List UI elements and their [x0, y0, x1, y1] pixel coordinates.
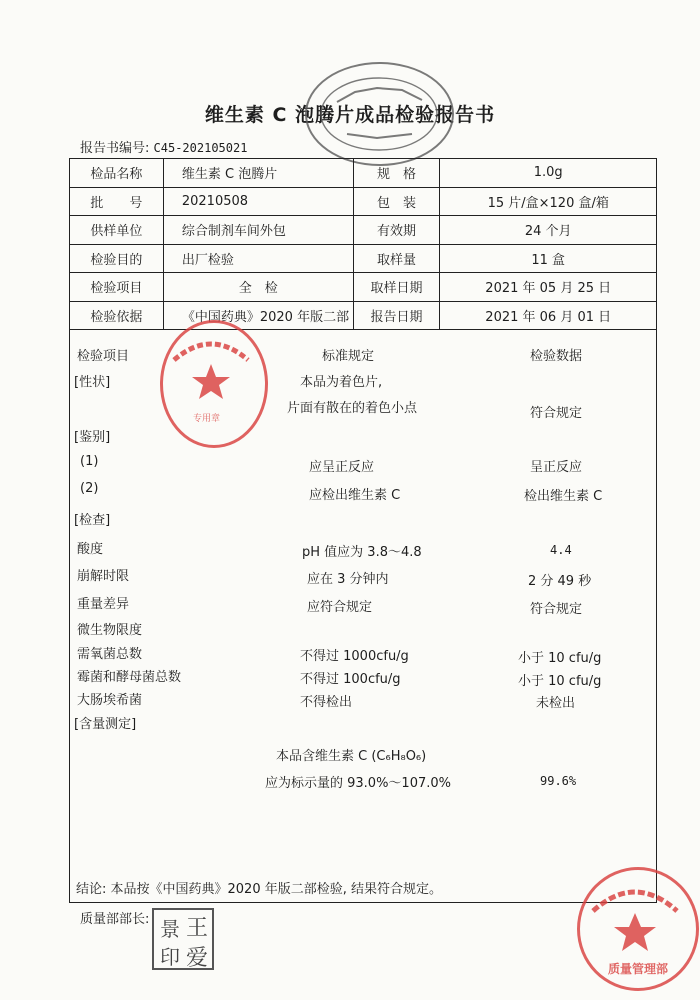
micro-standard-mold: 不得过 100cfu/g	[300, 672, 401, 687]
value-product-name: 维生素 C 泡腾片	[163, 159, 353, 188]
label-batch: 批 号	[70, 187, 164, 216]
value-basis: 《中国药典》2020 年版二部	[163, 301, 353, 330]
col-header-item: 检验项目	[77, 349, 130, 364]
header-row	[70, 273, 657, 302]
col-header-standard: 标准规定	[322, 349, 375, 364]
report-title: 维生素 C 泡腾片成品检验报告书	[204, 104, 496, 126]
report-number-label: 报告书编号:	[80, 141, 150, 156]
signature-char: 王	[186, 916, 209, 941]
label-basis: 检验依据	[70, 301, 164, 330]
test-standard-disintegration: 应在 3 分钟内	[307, 572, 389, 587]
value-batch: 20210508	[163, 187, 353, 216]
section-assay: [含量测定]	[74, 717, 137, 732]
company-stamp-left	[160, 320, 268, 448]
value-test-items: 全 检	[163, 273, 353, 302]
test-standard-weight: 应符合规定	[307, 600, 373, 615]
label-product-name: 检品名称	[70, 159, 164, 188]
ident-item-1: (1)	[80, 454, 99, 469]
test-item-disintegration: 崩解时限	[77, 569, 130, 584]
ident-standard-2: 应检出维生素 C	[309, 488, 401, 503]
header-table	[69, 158, 657, 330]
label-purpose: 检验目的	[70, 244, 164, 273]
conclusion-text: 结论: 本品按《中国药典》2020 年版二部检验, 结果符合规定。	[76, 882, 442, 897]
value-report-date: 2021 年 06 月 01 日	[440, 301, 657, 330]
micro-item-ecoli: 大肠埃希菌	[77, 693, 143, 708]
test-item-acidity: 酸度	[77, 542, 104, 557]
micro-result-mold: 小于 10 cfu/g	[518, 674, 602, 689]
micro-item-mold: 霉菌和酵母菌总数	[77, 670, 182, 685]
label-report-date: 报告日期	[353, 301, 440, 330]
micro-standard-aerobic: 不得过 1000cfu/g	[300, 649, 409, 664]
ident-standard-1: 应呈正反应	[309, 460, 375, 475]
label-spec: 规 格	[353, 159, 440, 188]
ident-result-1: 呈正反应	[530, 460, 583, 475]
report-number-value: C45-202105021	[153, 141, 248, 155]
value-validity: 24 个月	[440, 216, 657, 245]
report-number	[80, 137, 247, 156]
value-spec: 1.0g	[440, 159, 657, 188]
stamp-right-text: 质量管理部	[608, 962, 669, 976]
value-sample-date: 2021 年 05 月 25 日	[440, 273, 657, 302]
value-purpose: 出厂检验	[163, 244, 353, 273]
assay-standard-line1: 本品含维生素 C (C₆H₈O₆)	[276, 749, 427, 764]
micro-title: 微生物限度	[77, 623, 143, 638]
label-validity: 有效期	[353, 216, 440, 245]
stamp-left-text: 专用章	[193, 414, 221, 424]
ident-item-2: (2)	[80, 481, 99, 496]
ident-result-2: 检出维生素 C	[524, 489, 603, 504]
assay-standard-line2: 应为标示量的 93.0%～107.0%	[265, 776, 451, 791]
col-header-data: 检验数据	[530, 349, 583, 364]
header-row	[70, 244, 657, 273]
test-standard-acidity: pH 值应为 3.8～4.8	[302, 545, 422, 560]
header-row	[70, 216, 657, 245]
micro-standard-ecoli: 不得检出	[300, 695, 353, 710]
assay-result: 99.6%	[540, 774, 577, 788]
signature-char: 爱	[186, 946, 209, 971]
signature-seal	[152, 908, 214, 970]
micro-result-ecoli: 未检出	[536, 696, 576, 711]
section-tests: [检查]	[74, 513, 111, 528]
test-result-weight: 符合规定	[530, 602, 583, 617]
signature-char: 印	[160, 945, 180, 969]
header-row	[70, 301, 657, 330]
appearance-result: 符合规定	[530, 406, 583, 421]
inspection-stamp-gray	[305, 62, 454, 166]
value-package: 15 片/盒×120 盒/箱	[440, 187, 657, 216]
micro-item-aerobic: 需氧菌总数	[77, 647, 143, 662]
appearance-standard-line2: 片面有散在的着色小点	[287, 401, 418, 416]
value-supplier: 综合制剂车间外包	[163, 216, 353, 245]
test-item-weight: 重量差异	[77, 597, 130, 612]
section-identification: [鉴别]	[74, 430, 111, 445]
test-result-acidity: 4.4	[550, 543, 572, 557]
value-sample-qty: 11 盒	[440, 244, 657, 273]
label-supplier: 供样单位	[70, 216, 164, 245]
test-result-disintegration: 2 分 49 秒	[528, 574, 592, 589]
header-row	[70, 159, 657, 188]
label-sample-qty: 取样量	[353, 244, 440, 273]
signature-char: 景	[160, 917, 180, 941]
label-test-items: 检验项目	[70, 273, 164, 302]
micro-result-aerobic: 小于 10 cfu/g	[518, 651, 602, 666]
label-package: 包 装	[353, 187, 440, 216]
label-sample-date: 取样日期	[353, 273, 440, 302]
appearance-standard-line1: 本品为着色片,	[300, 375, 383, 390]
header-row	[70, 187, 657, 216]
section-appearance: [性状]	[74, 375, 111, 390]
company-stamp-right	[577, 867, 699, 991]
qa-manager-label: 质量部部长:	[80, 912, 150, 927]
